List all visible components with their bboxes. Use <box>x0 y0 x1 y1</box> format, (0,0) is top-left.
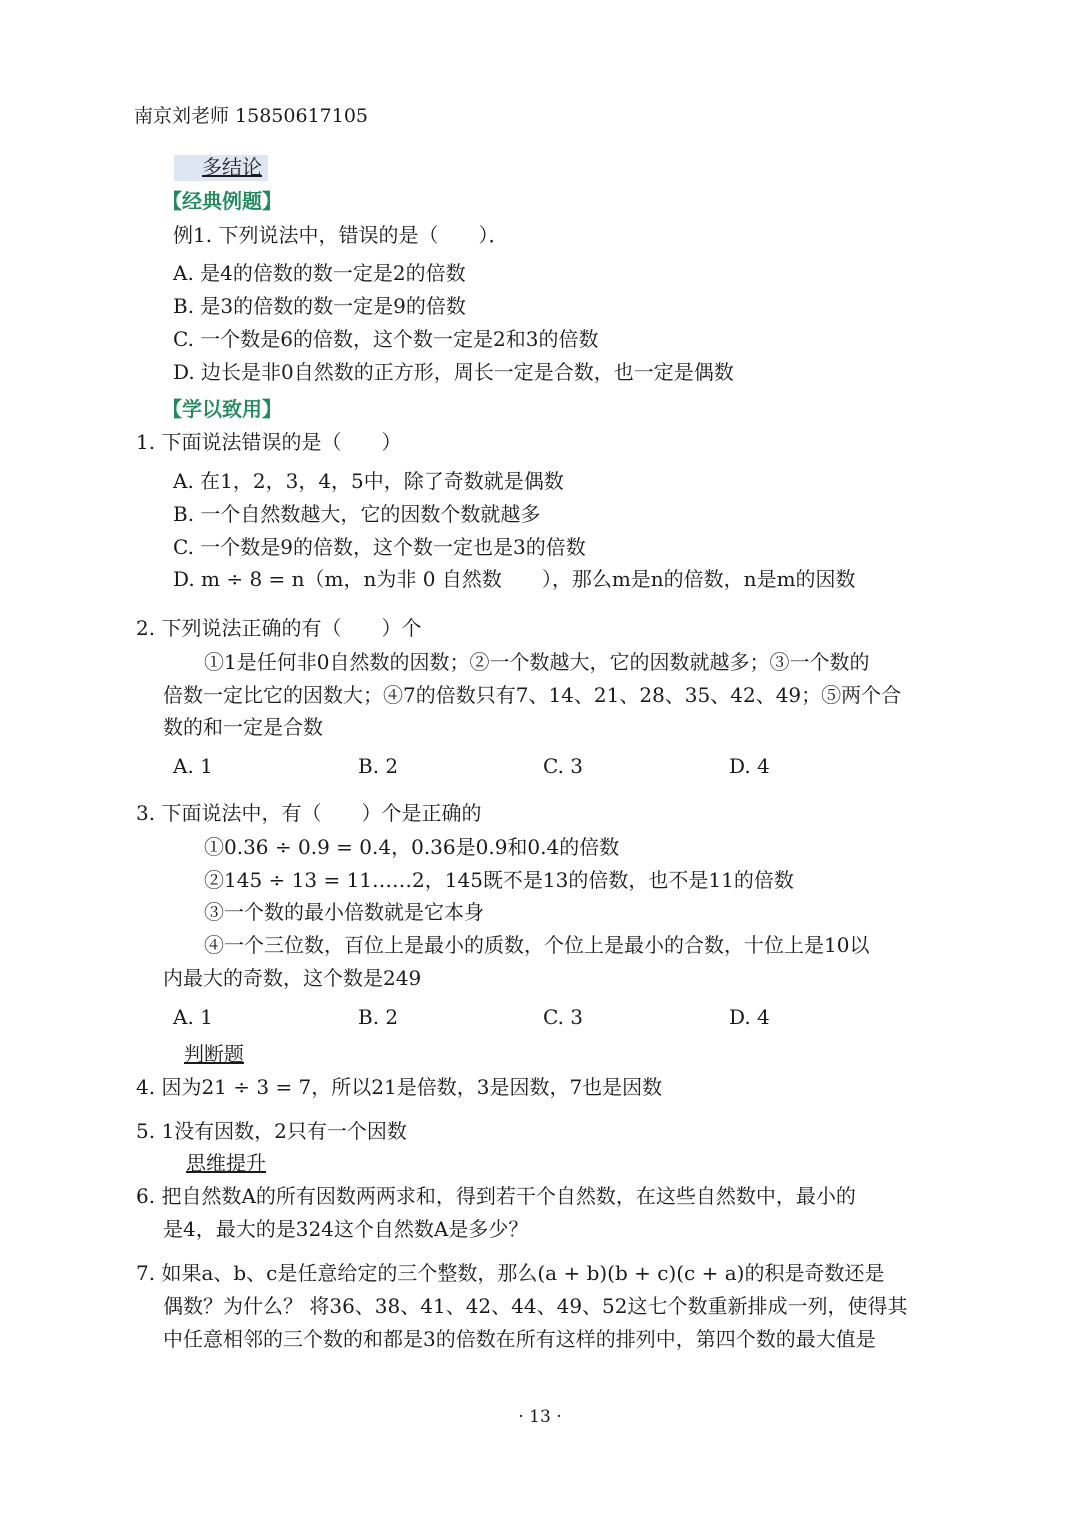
question-3-choice-d: D. 4 <box>729 1005 770 1029</box>
question-1-option-b: B. 一个自然数越大，它的因数个数就越多 <box>173 502 541 526</box>
question-2-stem: 2. 下列说法正确的有（ ）个 <box>136 616 422 640</box>
question-3-line-1: ①0.36 ÷ 0.9 = 0.4，0.36是0.9和0.4的倍数 <box>204 835 620 859</box>
question-1-option-c: C. 一个数是9的倍数，这个数一定也是3的倍数 <box>173 535 586 559</box>
section-title-judge: 判断题 <box>184 1042 244 1066</box>
question-2-choice-a: A. 1 <box>173 754 213 778</box>
question-7-line-1: 7. 如果a、b、c是任意给定的三个整数，那么(a + b)(b + c)(c + a)的积是奇数还是 <box>136 1261 885 1285</box>
question-7-line-3: 中任意相邻的三个数的和都是3的倍数在所有这样的排列中，第四个数的最大值是 <box>163 1327 876 1351</box>
question-2-choice-d: D. 4 <box>729 754 770 778</box>
question-3-stem: 3. 下面说法中，有（ ）个是正确的 <box>136 801 482 825</box>
question-3-choice-a: A. 1 <box>173 1005 213 1029</box>
section-title-multi: 多结论 <box>174 156 268 178</box>
question-6-line-2: 是4，最大的是324这个自然数A是多少？ <box>163 1217 529 1241</box>
question-4: 4. 因为21 ÷ 3 = 7，所以21是倍数，3是因数，7也是因数 <box>136 1075 663 1099</box>
section-title-think: 思维提升 <box>186 1151 266 1175</box>
question-2-choice-c: C. 3 <box>543 754 584 778</box>
question-2-choice-b: B. 2 <box>358 754 399 778</box>
page-header: 南京刘老师 15850617105 <box>134 105 369 127</box>
question-3-choice-b: B. 2 <box>358 1005 399 1029</box>
question-2-line-1: ①1是任何非0自然数的因数；②一个数越大，它的因数就越多；③一个数的 <box>204 650 870 674</box>
question-1-option-d: D. m ÷ 8 = n（m，n为非 0 自然数 ），那么m是n的倍数，n是m的因数 <box>173 567 856 591</box>
page-number: · 13 · <box>518 1407 562 1427</box>
question-3-line-2: ②145 ÷ 13 = 11……2，145既不是13的倍数，也不是11的倍数 <box>204 868 794 892</box>
example-option-c: C. 一个数是6的倍数，这个数一定是2和3的倍数 <box>173 327 599 351</box>
question-3-line-3: ③一个数的最小倍数就是它本身 <box>204 900 484 924</box>
question-1-stem: 1. 下面说法错误的是（ ） <box>136 430 402 454</box>
question-7-line-2: 偶数？为什么？ 将36、38、41、42、44、49、52这七个数重新排成一列，使得其 <box>163 1294 908 1318</box>
classic-examples-label: 【经典例题】 <box>162 189 282 213</box>
example-stem: 例1. 下列说法中，错误的是（ ）． <box>173 223 509 247</box>
question-3-line-5: 内最大的奇数，这个数是249 <box>163 966 422 990</box>
example-option-d: D. 边长是非0自然数的正方形，周长一定是合数，也一定是偶数 <box>173 360 734 384</box>
question-2-line-3: 数的和一定是合数 <box>163 715 323 739</box>
example-option-a: A. 是4的倍数的数一定是2的倍数 <box>173 261 466 285</box>
question-3-choice-c: C. 3 <box>543 1005 584 1029</box>
example-option-b: B. 是3的倍数的数一定是9的倍数 <box>173 294 466 318</box>
question-6-line-1: 6. 把自然数A的所有因数两两求和，得到若干个自然数，在这些自然数中，最小的 <box>136 1184 856 1208</box>
question-2-line-2: 倍数一定比它的因数大；④7的倍数只有7、14、21、28、35、42、49；⑤两个合 <box>163 683 902 707</box>
apply-label: 【学以致用】 <box>162 397 282 421</box>
question-3-line-4: ④一个三位数，百位上是最小的质数，个位上是最小的合数，十位上是10以 <box>204 933 870 957</box>
question-1-option-a: A. 在1，2，3，4，5中，除了奇数就是偶数 <box>173 469 564 493</box>
question-5: 5. 1没有因数，2只有一个因数 <box>136 1119 407 1143</box>
